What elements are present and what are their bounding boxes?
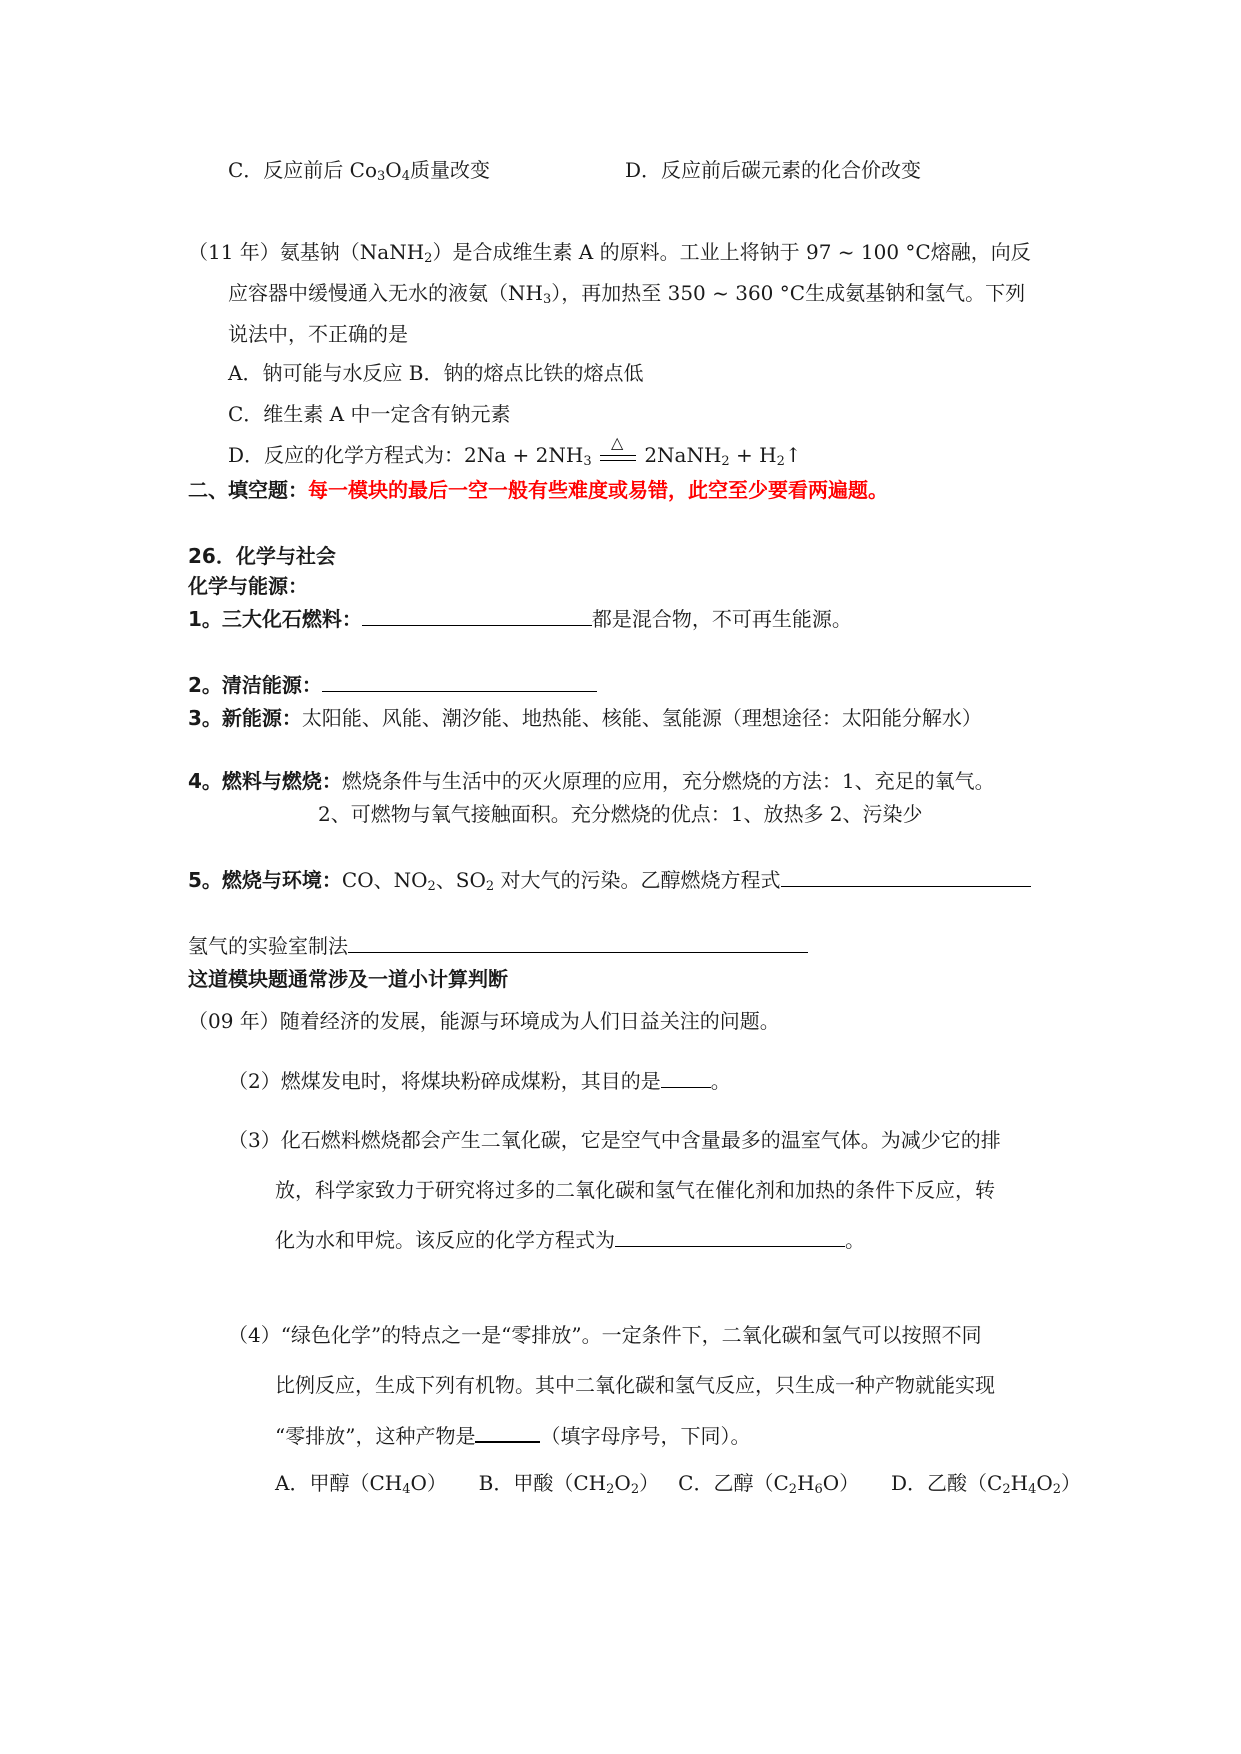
text: 燃烧条件与生活中的灭火原理的应用，充分燃烧的方法：1、充足的氧气。 bbox=[341, 769, 995, 793]
text: 对大气的污染。乙醇燃烧方程式 bbox=[494, 868, 781, 892]
q11-line2 bbox=[228, 279, 1025, 307]
q09-part4-line3 bbox=[275, 1421, 750, 1450]
text: 。 bbox=[710, 1069, 731, 1093]
text: （填字母序号，下同）。 bbox=[540, 1424, 751, 1448]
answer-blank[interactable] bbox=[348, 932, 808, 953]
answer-blank[interactable] bbox=[615, 1226, 845, 1247]
answer-blank[interactable] bbox=[475, 1421, 540, 1443]
text: 都是混合物，不可再生能源。 bbox=[591, 607, 852, 631]
section-note: 每一模块的最后一空一般有些难度或易错，此空至少要看两遍题。 bbox=[308, 478, 888, 502]
item-1 bbox=[188, 605, 852, 633]
q11-line3: 说法中，不正确的是 bbox=[228, 322, 408, 346]
q11-option-ab: A．钠可能与水反应 B．钠的熔点比铁的熔点低 bbox=[228, 361, 644, 385]
text: 化为水和甲烷。该反应的化学方程式为 bbox=[275, 1228, 615, 1252]
q09-part3-line2: 放，科学家致力于研究将过多的二氧化碳和氢气在催化剂和加热的条件下反应，转 bbox=[275, 1178, 995, 1202]
option-c-mid: O bbox=[385, 158, 402, 182]
item-5 bbox=[188, 866, 1031, 894]
q11-option-c: C．维生素 A 中一定含有钠元素 bbox=[228, 402, 511, 426]
text: 应容器中缓慢通入无水的液氨（NH bbox=[228, 281, 543, 305]
text: 。 bbox=[845, 1228, 865, 1252]
option-d: D．乙酸$(C_2H_4O_2)$ bbox=[891, 1471, 1082, 1497]
answer-blank[interactable] bbox=[322, 671, 597, 692]
text: 、SO bbox=[435, 868, 486, 892]
subtitle-energy: 化学与能源： bbox=[188, 574, 308, 598]
item-label: 2。清洁能源： bbox=[188, 673, 322, 697]
text: + H bbox=[729, 443, 777, 467]
q09-part3-line1: （3）化石燃料燃烧都会产生二氧化碳，它是空气中含量最多的温室气体。为减少它的排 bbox=[228, 1128, 1001, 1152]
text: D．反应的化学方程式为：2Na + 2NH bbox=[228, 443, 584, 467]
item-4-line2: 2、可燃物与氧气接触面积。充分燃烧的优点：1、放热多 2、污染少 bbox=[318, 802, 923, 826]
q11-line1 bbox=[188, 238, 1031, 266]
option-c-suffix: 质量改变 bbox=[409, 158, 490, 182]
option-c-prev bbox=[228, 156, 490, 184]
option-a: A．甲醇$(CH_4O)$ bbox=[275, 1471, 447, 1497]
answer-blank[interactable] bbox=[661, 1067, 711, 1088]
q09-part4-line2: 比例反应，生成下列有机物。其中二氧化碳和氢气反应，只生成一种产物就能实现 bbox=[275, 1373, 995, 1397]
subscript: 2 bbox=[721, 454, 730, 469]
q11-option-d bbox=[228, 432, 802, 469]
subscript: 3 bbox=[542, 292, 552, 307]
item-label: 3。新能源： bbox=[188, 706, 302, 730]
answer-blank[interactable] bbox=[781, 866, 1031, 887]
text: （11 年）氨基钠（NaNH bbox=[188, 240, 425, 264]
q09-part4-line1: （4）“绿色化学”的特点之一是“零排放”。一定条件下，二氧化碳和氢气可以按照不同 bbox=[228, 1323, 982, 1347]
subscript: 2 bbox=[776, 454, 785, 469]
answer-blank[interactable] bbox=[362, 605, 592, 626]
item-label: 1。三大化石燃料： bbox=[188, 607, 362, 631]
text: ）是合成维生素 A 的原料。工业上将钠于 97 ~ 100 °C熔融，向反 bbox=[432, 240, 1031, 264]
text: “零排放”，这种产物是 bbox=[275, 1424, 476, 1448]
hydrogen-lab-line bbox=[188, 932, 808, 960]
text: CO、NO bbox=[341, 868, 428, 892]
module-note: 这道模块题通常涉及一道小计算判断 bbox=[188, 967, 508, 991]
question-26-title: 26．化学与社会 bbox=[188, 544, 336, 568]
subscript: 3 bbox=[377, 169, 386, 184]
text: 2NaNH bbox=[644, 443, 722, 467]
option-c-prefix: C．反应前后 Co bbox=[228, 158, 378, 182]
up-arrow: ↑ bbox=[784, 443, 802, 467]
q09-part2 bbox=[228, 1067, 731, 1095]
option-c: C．乙醇$(C_2H_6O)$ bbox=[678, 1471, 860, 1497]
section-heading bbox=[188, 476, 888, 504]
text: （2）燃煤发电时，将煤块粉碎成煤粉，其目的是 bbox=[228, 1069, 661, 1093]
subscript: 2 bbox=[424, 251, 433, 266]
subscript: 3 bbox=[583, 454, 592, 469]
item-4 bbox=[188, 767, 995, 795]
q09-options bbox=[275, 1469, 1081, 1497]
subscript: 2 bbox=[427, 879, 436, 894]
item-2 bbox=[188, 671, 597, 699]
subscript: 4 bbox=[401, 169, 410, 184]
q09-part3-line3 bbox=[275, 1226, 865, 1254]
section-label: 二、填空题： bbox=[188, 478, 308, 502]
item-label: 5。燃烧与环境： bbox=[188, 868, 342, 892]
option-b: B．甲酸$(CH_2O_2)$ bbox=[478, 1471, 660, 1497]
text: ），再加热至 350 ~ 360 °C生成氨基钠和氢气。下列 bbox=[551, 281, 1026, 305]
item-3 bbox=[188, 704, 982, 732]
text: 太阳能、风能、潮汐能、地热能、核能、氢能源（理想途径：太阳能分解水） bbox=[301, 706, 982, 730]
option-d-prev: D．反应前后碳元素的化合价改变 bbox=[625, 158, 922, 182]
heat-reaction-sign bbox=[598, 432, 638, 467]
delta-icon: △ bbox=[610, 432, 624, 452]
text: 氢气的实验室制法 bbox=[188, 934, 348, 958]
subscript: 2 bbox=[485, 879, 495, 894]
item-label: 4。燃料与燃烧： bbox=[188, 769, 342, 793]
q09-intro: （09 年）随着经济的发展，能源与环境成为人们日益关注的问题。 bbox=[188, 1009, 780, 1033]
